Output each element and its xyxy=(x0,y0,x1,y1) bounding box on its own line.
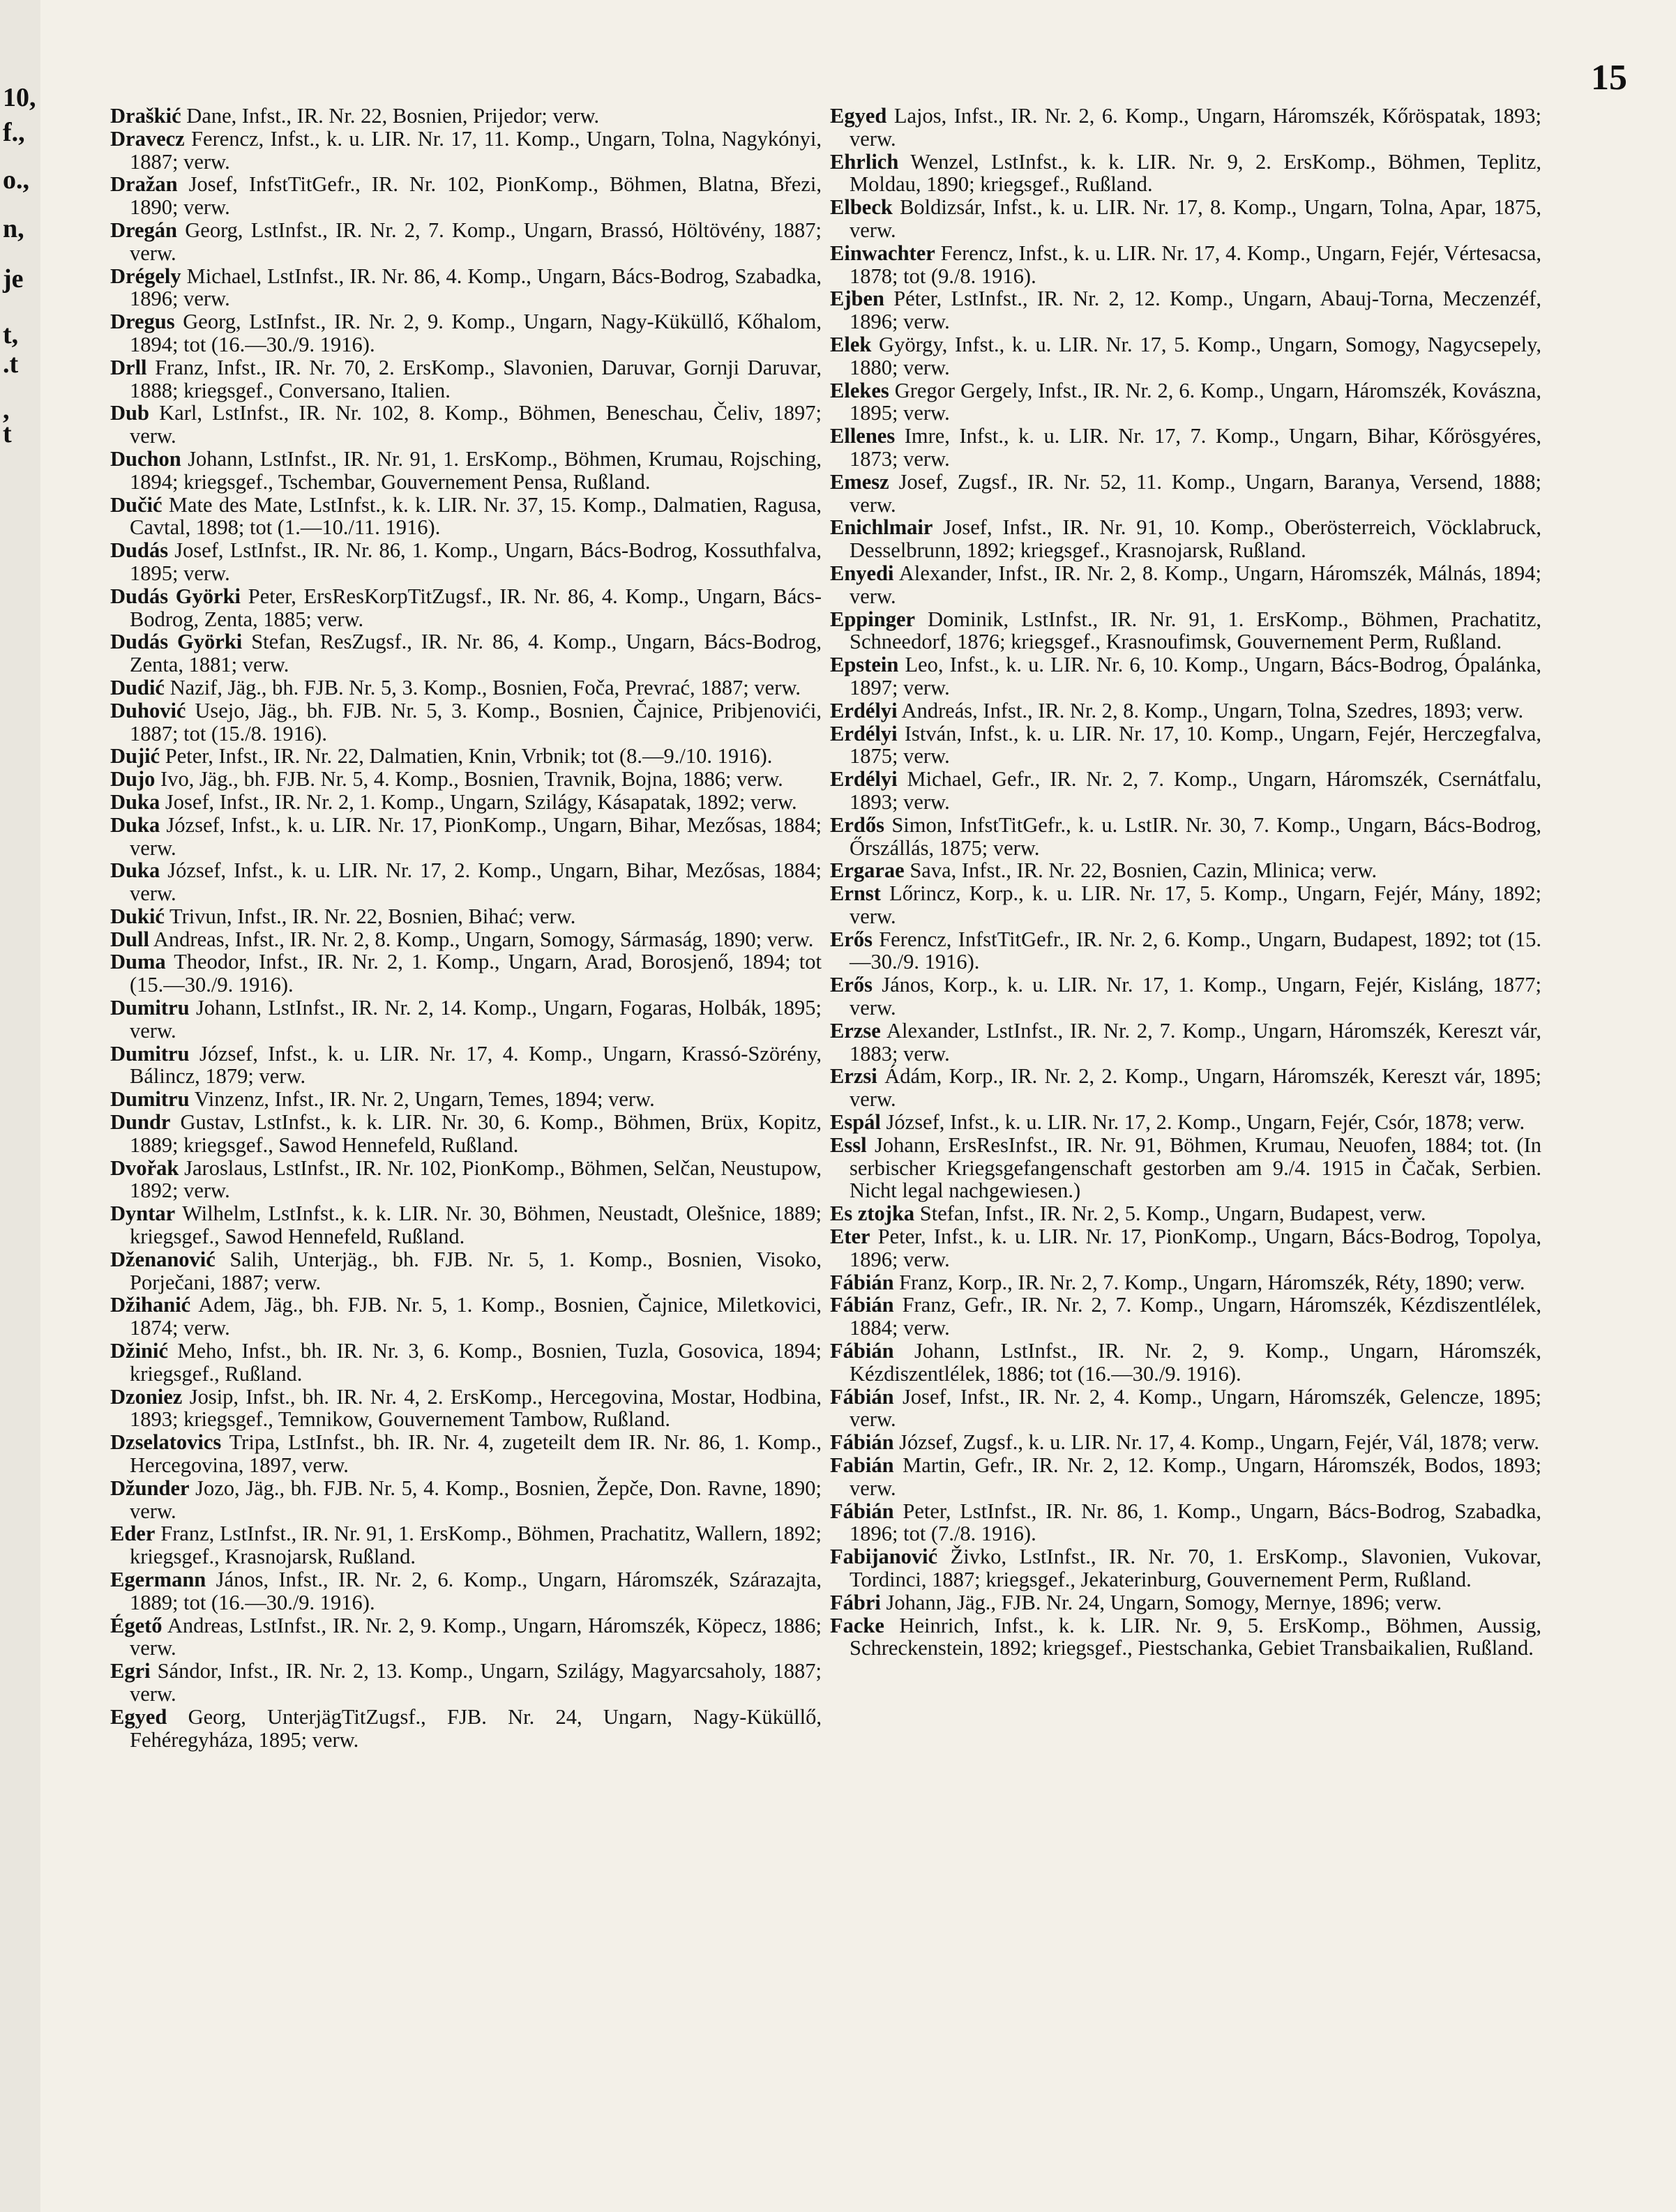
entry-surname: Dudás Györki xyxy=(110,584,241,608)
entry-surname: Dub xyxy=(110,401,149,425)
entry-surname: Dudás xyxy=(110,538,169,563)
casualty-entry xyxy=(830,1020,1541,1066)
margin-fragment: je xyxy=(3,264,24,294)
entry-details: Josef, Infst., IR. Nr. 2, 1. Komp., Ungarn, Szilágy, Kásapatak, 1892; verw. xyxy=(165,789,797,814)
entry-details: Andreas, Infst., IR. Nr. 2, 8. Komp., Ungarn, Somogy, Sármaság, 1890; verw. xyxy=(153,927,814,951)
entry-details: Franz, LstInfst., IR. Nr. 91, 1. ErsKomp., Böhmen, Prachatitz, Wallern, 1892; kriegsgef., Krasnojarsk, Rußland. xyxy=(130,1522,822,1569)
casualty-entry xyxy=(830,722,1541,768)
casualty-entry xyxy=(830,1294,1541,1340)
casualty-entry xyxy=(830,859,1541,882)
casualty-entry xyxy=(110,448,822,494)
entry-surname: Ehrlich xyxy=(830,149,899,174)
entry-surname: Dyntar xyxy=(110,1202,176,1226)
entry-details: Peter, LstInfst., IR. Nr. 86, 1. Komp., Ungarn, Bács-Bodrog, Szabadka, 1896; tot (7./8. 1916). xyxy=(850,1499,1541,1546)
entry-surname: Dučić xyxy=(110,492,163,517)
entry-details: Jaroslaus, LstInfst., IR. Nr. 102, PionKomp., Böhmen, Selčan, Neustupow, 1892; verw. xyxy=(130,1156,822,1203)
entry-details: Mate des Mate, LstInfst., k. k. LIR. Nr. 37, 15. Komp., Dalmatien, Ragusa, Cavtal, 1898; tot (1.—10./11. 1916). xyxy=(130,492,822,540)
entry-details: Johann, LstInfst., IR. Nr. 2, 9. Komp., Ungarn, Háromszék, Kézdiszentlélek, 1886; tot (16.—30./9. 1916). xyxy=(850,1339,1541,1386)
entry-surname: Egyed xyxy=(110,1704,167,1729)
entry-surname: Dudás Györki xyxy=(110,630,243,654)
entry-surname: Fabijanović xyxy=(830,1545,938,1569)
entry-details: Josef, Infst., IR. Nr. 2, 4. Komp., Ungarn, Háromszék, Gelencze, 1895; verw. xyxy=(850,1384,1541,1432)
entry-details: Ferencz, InfstTitGefr., IR. Nr. 2, 6. Komp., Ungarn, Budapest, 1892; tot (15.—30./9. 1916). xyxy=(850,927,1541,974)
entry-surname: Fábián xyxy=(830,1499,894,1523)
entry-surname: Ellenes xyxy=(830,424,896,448)
casualty-entry xyxy=(110,699,822,745)
entry-details: Georg, LstInfst., IR. Nr. 2, 7. Komp., Ungarn, Brassó, Höltövény, 1887; verw. xyxy=(130,218,822,265)
casualty-entry xyxy=(830,1202,1541,1225)
entry-details: Georg, UnterjägTitZugsf., FJB. Nr. 24, Ungarn, Nagy-Küküllő, Fehéregyháza, 1895; verw. xyxy=(130,1704,822,1752)
entry-surname: Dženanović xyxy=(110,1247,216,1271)
casualty-entry xyxy=(110,1111,822,1157)
casualty-entry xyxy=(830,1134,1541,1202)
entry-details: István, Infst., k. u. LIR. Nr. 17, 10. Komp., Ungarn, Fejér, Herczegfalva, 1875; verw. xyxy=(850,721,1541,768)
margin-fragment: .t xyxy=(3,349,19,379)
entry-details: Péter, LstInfst., IR. Nr. 2, 12. Komp., Ungarn, Abauj-Torna, Meczenzéf, 1896; verw. xyxy=(850,287,1541,334)
entry-surname: Fábri xyxy=(830,1590,881,1614)
entry-surname: Duka xyxy=(110,858,160,883)
entry-details: Lajos, Infst., IR. Nr. 2, 6. Komp., Ungarn, Háromszék, Kőröspatak, 1893; verw. xyxy=(850,105,1541,151)
casualty-entry xyxy=(110,1386,822,1432)
entry-details: Ferencz, Infst., k. u. LIR. Nr. 17, 4. Komp., Ungarn, Fejér, Vértesacsa, 1878; tot (9./8. 1916). xyxy=(850,241,1541,288)
casualty-entry xyxy=(110,630,822,676)
entry-details: József, Infst., k. u. LIR. Nr. 17, 4. Komp., Ungarn, Krassó-Szörény, Bálincz, 1879; verw. xyxy=(130,1041,822,1089)
casualty-entry xyxy=(110,310,822,356)
entry-details: Simon, InfstTitGefr., k. u. LstIR. Nr. 30, 7. Komp., Ungarn, Bács-Bodrog, Őrszállás, 1875; verw. xyxy=(850,812,1541,860)
casualty-entry xyxy=(830,1614,1541,1660)
entry-surname: Ergarae xyxy=(830,858,905,883)
previous-page-margin xyxy=(0,0,40,2212)
entry-surname: Erdélyi xyxy=(830,698,898,722)
entry-details: Karl, LstInfst., IR. Nr. 102, 8. Komp., Böhmen, Beneschau, Čeliv, 1897; verw. xyxy=(130,401,822,448)
casualty-entry xyxy=(830,1111,1541,1134)
casualty-entry xyxy=(830,379,1541,425)
left-column xyxy=(110,105,822,2148)
casualty-entry xyxy=(830,882,1541,928)
entry-details: Stefan, Infst., IR. Nr. 2, 5. Komp., Ungarn, Budapest, verw. xyxy=(919,1202,1426,1226)
entry-details: Živko, LstInfst., IR. Nr. 70, 1. ErsKomp., Slavonien, Vukovar, Tordinci, 1887; kriegsgef., Jekaterinburg, Gouvernement Perm, Rußland. xyxy=(850,1545,1541,1591)
entry-details: Johann, LstInfst., IR. Nr. 91, 1. ErsKomp., Böhmen, Krumau, Rojsching, 1894; kriegsgef., Tschembar, Gouvernement Pensa, Rußland. xyxy=(130,446,822,494)
entry-surname: Fábián xyxy=(830,1270,894,1294)
entry-surname: Dujo xyxy=(110,767,156,791)
entry-surname: Enyedi xyxy=(830,561,894,585)
entry-surname: Dujić xyxy=(110,744,160,768)
casualty-entry xyxy=(830,814,1541,860)
entry-details: György, Infst., k. u. LIR. Nr. 17, 5. Komp., Ungarn, Somogy, Nagycsepely, 1880; verw. xyxy=(850,332,1541,379)
entry-details: Stefan, ResZugsf., IR. Nr. 86, 4. Komp., Ungarn, Bács-Bodrog, Zenta, 1881; verw. xyxy=(130,630,822,677)
casualty-entry xyxy=(830,287,1541,333)
entry-surname: Fábián xyxy=(830,1293,894,1317)
margin-fragment: f., xyxy=(3,118,25,147)
entry-surname: Elbeck xyxy=(830,195,893,220)
entry-surname: Drll xyxy=(110,355,147,379)
entry-details: Ádám, Korp., IR. Nr. 2, 2. Komp., Ungarn, Háromszék, Kereszt vár, 1895; verw. xyxy=(850,1064,1541,1112)
casualty-entry xyxy=(110,265,822,311)
casualty-entry xyxy=(110,814,822,860)
casualty-entry xyxy=(110,1248,822,1294)
entry-surname: Draškić xyxy=(110,105,181,128)
entry-details: Ferencz, Infst., k. u. LIR. Nr. 17, 11. Komp., Ungarn, Tolna, Nagykónyi, 1887; verw. xyxy=(130,126,822,174)
casualty-entry xyxy=(110,1614,822,1660)
entry-details: Andreás, Infst., IR. Nr. 2, 8. Komp., Ungarn, Tolna, Szedres, 1893; verw. xyxy=(901,698,1524,722)
casualty-entry xyxy=(830,1454,1541,1500)
entry-surname: Eppinger xyxy=(830,607,916,631)
entry-surname: Erzse xyxy=(830,1018,881,1043)
casualty-entry xyxy=(110,173,822,219)
casualty-entry xyxy=(110,219,822,265)
casualty-entry xyxy=(110,905,822,928)
casualty-entry xyxy=(830,1340,1541,1386)
entry-details: Johann, LstInfst., IR. Nr. 2, 14. Komp., Ungarn, Fogaras, Holbák, 1895; verw. xyxy=(130,996,822,1043)
casualty-entry xyxy=(110,402,822,448)
entry-surname: Dukić xyxy=(110,904,165,928)
casualty-entry xyxy=(830,928,1541,974)
entry-surname: Einwachter xyxy=(830,241,935,265)
entry-details: Salih, Unterjäg., bh. FJB. Nr. 5, 1. Komp., Bosnien, Visoko, Porječani, 1887; verw. xyxy=(130,1247,822,1294)
entry-surname: Egyed xyxy=(830,105,887,128)
entry-surname: Erdélyi xyxy=(830,767,898,791)
casualty-entry xyxy=(830,196,1541,242)
entry-surname: Dražan xyxy=(110,172,178,197)
right-column xyxy=(830,105,1541,2148)
entry-details: Michael, LstInfst., IR. Nr. 86, 4. Komp., Ungarn, Bács-Bodrog, Szabadka, 1896; verw. xyxy=(130,264,822,311)
entry-surname: Dregus xyxy=(110,310,175,334)
casualty-entry xyxy=(830,768,1541,814)
casualty-entry xyxy=(830,1271,1541,1294)
entry-surname: Dumitru xyxy=(110,1041,190,1066)
entry-details: József, Zugsf., k. u. LIR. Nr. 17, 4. Komp., Ungarn, Fejér, Vál, 1878; verw. xyxy=(899,1430,1540,1455)
entry-surname: Duchon xyxy=(110,446,181,471)
casualty-entry xyxy=(830,608,1541,654)
casualty-entry xyxy=(830,471,1541,517)
casualty-entry xyxy=(110,1088,822,1111)
entry-surname: Erdős xyxy=(830,812,884,837)
entry-details: Gustav, LstInfst., k. k. LIR. Nr. 30, 6. Komp., Böhmen, Brüx, Kopitz, 1889; kriegsgef., Sawod Hennefeld, Rußland. xyxy=(130,1110,822,1157)
entry-surname: Dvořak xyxy=(110,1156,179,1180)
casualty-entry xyxy=(110,1522,822,1568)
margin-fragment: n, xyxy=(3,214,24,243)
entry-details: János, Korp., k. u. LIR. Nr. 17, 1. Komp., Ungarn, Fejér, Kisláng, 1877; verw. xyxy=(850,973,1541,1020)
entry-surname: Duma xyxy=(110,950,166,974)
margin-fragment: t, xyxy=(3,320,19,349)
entry-details: József, Infst., k. u. LIR. Nr. 17, PionKomp., Ungarn, Bihar, Mezősas, 1884; verw. xyxy=(130,812,822,860)
casualty-entry xyxy=(830,1591,1541,1614)
casualty-entry xyxy=(110,859,822,905)
casualty-entry xyxy=(110,128,822,174)
casualty-entry xyxy=(830,1545,1541,1591)
casualty-entry xyxy=(110,1568,822,1614)
entry-details: Peter, ErsResKorpTitZugsf., IR. Nr. 86, 4. Komp., Ungarn, Bács-Bodrog, Zenta, 1885; verw. xyxy=(130,584,822,631)
entry-details: József, Infst., k. u. LIR. Nr. 17, 2. Komp., Ungarn, Bihar, Mezősas, 1884; verw. xyxy=(130,858,822,906)
casualty-entry xyxy=(830,333,1541,379)
entry-details: Josip, Infst., bh. IR. Nr. 4, 2. ErsKomp., Hercegovina, Mostar, Hodbina, 1893; kriegsgef., Temnikow, Gouvernement Tambow, Rußland. xyxy=(130,1384,822,1432)
entry-surname: Dudić xyxy=(110,675,165,699)
entry-details: Sava, Infst., IR. Nr. 22, Bosnien, Cazin, Mlinica; verw. xyxy=(909,858,1377,883)
casualty-entry xyxy=(110,768,822,791)
casualty-entry xyxy=(830,242,1541,288)
entry-details: Martin, Gefr., IR. Nr. 2, 12. Komp., Ungarn, Háromszék, Bodos, 1893; verw. xyxy=(850,1453,1541,1500)
entry-surname: Dzselatovics xyxy=(110,1430,222,1455)
casualty-entry xyxy=(830,151,1541,197)
entry-surname: Fábián xyxy=(830,1430,894,1455)
casualty-entry xyxy=(830,653,1541,699)
entry-surname: Dumitru xyxy=(110,1087,190,1112)
casualty-entry xyxy=(110,1706,822,1752)
entry-surname: Ejben xyxy=(830,287,884,311)
entry-surname: Duka xyxy=(110,812,160,837)
casualty-entry xyxy=(110,1477,822,1523)
entry-details: Meho, Infst., bh. IR. Nr. 3, 6. Komp., Bosnien, Tuzla, Gosovica, 1894; kriegsgef., Rußland. xyxy=(130,1339,822,1386)
casualty-entry xyxy=(830,105,1541,151)
entry-details: János, Infst., IR. Nr. 2, 6. Komp., Ungarn, Háromszék, Szárazajta, 1889; tot (16.—30./9. 1916). xyxy=(130,1568,822,1614)
casualty-entry xyxy=(830,1431,1541,1454)
casualty-entry xyxy=(830,562,1541,608)
entry-details: Jozo, Jäg., bh. FJB. Nr. 5, 4. Komp., Bosnien, Žepče, Don. Ravne, 1890; verw. xyxy=(130,1476,822,1523)
entry-details: Theodor, Infst., IR. Nr. 2, 1. Komp., Ungarn, Arad, Borosjenő, 1894; tot (15.—30./9. 1916). xyxy=(130,950,822,997)
margin-fragment: 10, xyxy=(3,83,36,112)
entry-details: Franz, Gefr., IR. Nr. 2, 7. Komp., Ungarn, Háromszék, Kézdiszentlélek, 1884; verw. xyxy=(850,1293,1541,1340)
casualty-entry xyxy=(110,1043,822,1089)
entry-surname: Dravecz xyxy=(110,126,185,151)
entry-details: Sándor, Infst., IR. Nr. 2, 13. Komp., Ungarn, Szilágy, Magyarcsaholy, 1887; verw. xyxy=(130,1659,822,1706)
casualty-entry xyxy=(830,1065,1541,1111)
entry-surname: Erdélyi xyxy=(830,721,898,745)
entry-surname: Elekes xyxy=(830,378,889,402)
casualty-entry xyxy=(110,1202,822,1248)
entry-details: Johann, ErsResInfst., IR. Nr. 91, Böhmen, Krumau, Neuofen, 1884; tot. (In serbischer Kriegsgefangenschaft gestorben am 9./4. 1915 in Čačak, Serbien. Nicht legal nachgewiesen.) xyxy=(850,1132,1541,1203)
casualty-entry xyxy=(110,585,822,631)
entry-surname: Dull xyxy=(110,927,149,951)
entry-surname: Egermann xyxy=(110,1568,206,1591)
entry-details: Josef, Infst., IR. Nr. 91, 10. Komp., Oberösterreich, Vöcklabruck, Desselbrunn, 1892; kriegsgef., Krasnojarsk, Rußland. xyxy=(850,515,1541,563)
casualty-entry xyxy=(110,676,822,699)
entry-details: Gregor Gergely, Infst., IR. Nr. 2, 6. Komp., Ungarn, Háromszék, Kovászna, 1895; verw. xyxy=(850,378,1541,425)
entry-details: Josef, InfstTitGefr., IR. Nr. 102, PionKomp., Böhmen, Blatna, Březi, 1890; verw. xyxy=(130,172,822,220)
entry-details: Lőrincz, Korp., k. u. LIR. Nr. 17, 5. Komp., Ungarn, Fejér, Mány, 1892; verw. xyxy=(850,881,1541,928)
casualty-entry xyxy=(110,950,822,997)
entry-surname: Ernst xyxy=(830,881,881,906)
document-page xyxy=(40,0,1676,2212)
casualty-entry xyxy=(830,425,1541,471)
entry-details: Nazif, Jäg., bh. FJB. Nr. 5, 3. Komp., Bosnien, Foča, Prevrać, 1887; verw. xyxy=(169,675,801,699)
entry-surname: Es ztojka xyxy=(830,1202,915,1226)
entry-surname: Dregán xyxy=(110,218,178,242)
casualty-entry xyxy=(110,791,822,814)
entry-surname: Enichlmair xyxy=(830,515,933,540)
page-number: 15 xyxy=(1591,58,1627,98)
entry-surname: Elek xyxy=(830,332,872,356)
entry-details: Imre, Infst., k. u. LIR. Nr. 17, 7. Komp., Ungarn, Bihar, Kőrösgyéres, 1873; verw. xyxy=(850,424,1541,471)
entry-details: Boldizsár, Infst., k. u. LIR. Nr. 17, 8. Komp., Ungarn, Tolna, Apar, 1875, verw. xyxy=(850,195,1541,242)
entry-surname: Eter xyxy=(830,1225,870,1249)
entry-details: Franz, Korp., IR. Nr. 2, 7. Komp., Ungarn, Háromszék, Réty, 1890; verw. xyxy=(899,1270,1525,1294)
entry-details: Trivun, Infst., IR. Nr. 22, Bosnien, Bihać; verw. xyxy=(169,904,576,928)
entry-details: Alexander, Infst., IR. Nr. 2, 8. Komp., Ungarn, Háromszék, Málnás, 1894; verw. xyxy=(850,561,1541,608)
casualty-entry xyxy=(110,105,822,128)
entry-details: Andreas, LstInfst., IR. Nr. 2, 9. Komp., Ungarn, Háromszék, Köpecz, 1886; verw. xyxy=(130,1613,822,1660)
entry-details: Dominik, LstInfst., IR. Nr. 91, 1. ErsKomp., Böhmen, Prachatitz, Schneedorf, 1876; kriegsgef., Krasnoufimsk, Gouvernement Perm, Rußland. xyxy=(850,607,1541,654)
casualty-entry xyxy=(110,1431,822,1477)
entry-surname: Fabián xyxy=(830,1453,894,1478)
entry-surname: Džinić xyxy=(110,1339,169,1363)
casualty-entry xyxy=(830,1225,1541,1271)
margin-fragment: t xyxy=(3,419,12,448)
entry-surname: Epstein xyxy=(830,653,899,677)
casualty-entry xyxy=(110,997,822,1043)
entry-surname: Erzsi xyxy=(830,1064,877,1089)
entry-surname: Égető xyxy=(110,1613,163,1637)
entry-details: Josef, LstInfst., IR. Nr. 86, 1. Komp., Ungarn, Bács-Bodrog, Kossuthfalva, 1895; verw. xyxy=(130,538,822,585)
casualty-entry xyxy=(110,1157,822,1203)
entry-surname: Fábián xyxy=(830,1339,894,1363)
casualty-entry xyxy=(110,356,822,402)
casualty-entry xyxy=(110,1294,822,1340)
casualty-entry xyxy=(830,974,1541,1020)
entry-surname: Eder xyxy=(110,1522,156,1546)
entry-surname: Egri xyxy=(110,1659,151,1683)
entry-surname: Drégely xyxy=(110,264,181,288)
entry-details: Heinrich, Infst., k. k. LIR. Nr. 9, 5. ErsKomp., Böhmen, Aussig, Schreckenstein, 1892; kriegsgef., Piestschanka, Gebiet Transbaikalien, Rußland. xyxy=(850,1613,1541,1660)
entry-surname: Duhović xyxy=(110,698,186,722)
entry-surname: Džunder xyxy=(110,1476,190,1500)
entry-surname: Essl xyxy=(830,1132,867,1157)
casualty-entry xyxy=(110,494,822,540)
entry-surname: Dundr xyxy=(110,1110,171,1135)
entry-surname: Dumitru xyxy=(110,996,190,1020)
entry-details: Vinzenz, Infst., IR. Nr. 2, Ungarn, Temes, 1894; verw. xyxy=(194,1087,655,1112)
entry-details: Michael, Gefr., IR. Nr. 2, 7. Komp., Ungarn, Háromszék, Csernátfalu, 1893; verw. xyxy=(850,767,1541,814)
casualty-entry xyxy=(110,1660,822,1706)
casualty-entry xyxy=(110,539,822,585)
entry-surname: Erős xyxy=(830,973,873,997)
entry-details: Adem, Jäg., bh. FJB. Nr. 5, 1. Komp., Bosnien, Čajnice, Miletkovici, 1874; verw. xyxy=(130,1293,822,1340)
entry-details: Dane, Infst., IR. Nr. 22, Bosnien, Prijedor; verw. xyxy=(186,105,600,128)
entry-surname: Emesz xyxy=(830,469,889,494)
casualty-entry xyxy=(830,699,1541,722)
casualty-entry xyxy=(830,516,1541,562)
casualty-entry xyxy=(110,928,822,951)
entry-details: Leo, Infst., k. u. LIR. Nr. 6, 10. Komp., Ungarn, Bács-Bodrog, Ópalánka, 1897; verw. xyxy=(850,653,1541,699)
entry-details: Wenzel, LstInfst., k. k. LIR. Nr. 9, 2. ErsKomp., Böhmen, Teplitz, Moldau, 1890; kriegsgef., Rußland. xyxy=(850,149,1541,197)
entry-details: Wilhelm, LstInfst., k. k. LIR. Nr. 30, Böhmen, Neustadt, Olešnice, 1889; kriegsgef., Sawod Hennefeld, Rußland. xyxy=(130,1202,822,1249)
entry-details: Josef, Zugsf., IR. Nr. 52, 11. Komp., Ungarn, Baranya, Versend, 1888; verw. xyxy=(850,469,1541,517)
entry-details: Usejo, Jäg., bh. FJB. Nr. 5, 3. Komp., Bosnien, Čajnice, Pribjenovići, 1887; tot (15./8. 1916). xyxy=(130,698,822,745)
margin-fragment: o., xyxy=(3,165,29,195)
entry-details: Alexander, LstInfst., IR. Nr. 2, 7. Komp., Ungarn, Háromszék, Kereszt vár, 1883; verw. xyxy=(850,1018,1541,1066)
casualty-entry xyxy=(830,1386,1541,1432)
entry-details: Peter, Infst., IR. Nr. 22, Dalmatien, Knin, Vrbnik; tot (8.—9./10. 1916). xyxy=(165,744,773,768)
entry-surname: Facke xyxy=(830,1613,884,1637)
entry-details: Franz, Infst., IR. Nr. 70, 2. ErsKomp., Slavonien, Daruvar, Gornji Daruvar, 1888; kriegsgef., Conversano, Italien. xyxy=(130,355,822,402)
entry-surname: Erős xyxy=(830,927,873,951)
entry-details: Johann, Jäg., FJB. Nr. 24, Ungarn, Somogy, Mernye, 1896; verw. xyxy=(886,1590,1442,1614)
entry-surname: Fábián xyxy=(830,1384,894,1409)
entry-surname: Espál xyxy=(830,1110,881,1135)
entry-surname: Dzoniez xyxy=(110,1384,183,1409)
entry-details: Georg, LstInfst., IR. Nr. 2, 9. Komp., Ungarn, Nagy-Küküllő, Kőhalom, 1894; tot (16.—30./9. 1916). xyxy=(130,310,822,356)
casualty-entry xyxy=(110,745,822,768)
entry-details: Peter, Infst., k. u. LIR. Nr. 17, PionKomp., Ungarn, Bács-Bodrog, Topolya, 1896; verw. xyxy=(850,1225,1541,1271)
casualty-entry xyxy=(110,1340,822,1386)
margin-fragment: , xyxy=(3,395,10,425)
entry-surname: Džihanić xyxy=(110,1293,191,1317)
entry-details: Ivo, Jäg., bh. FJB. Nr. 5, 4. Komp., Bosnien, Travnik, Bojna, 1886; verw. xyxy=(160,767,783,791)
casualty-entry xyxy=(830,1500,1541,1546)
entry-details: Tripa, LstInfst., bh. IR. Nr. 4, zugeteilt dem IR. Nr. 86, 1. Komp., Hercegovina, 1897, verw. xyxy=(130,1430,822,1478)
entry-details: József, Infst., k. u. LIR. Nr. 17, 2. Komp., Ungarn, Fejér, Csór, 1878; verw. xyxy=(886,1110,1525,1135)
entry-surname: Duka xyxy=(110,789,160,814)
